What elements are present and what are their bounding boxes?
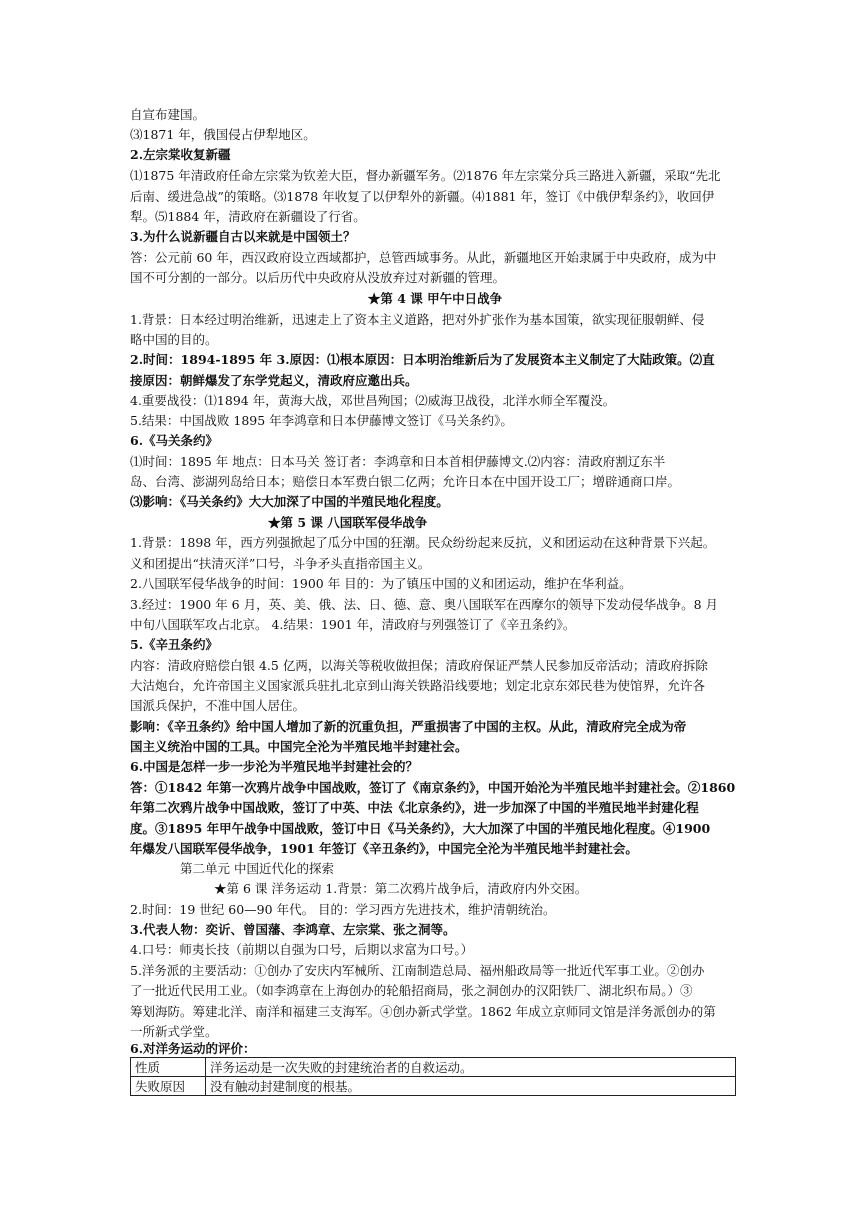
text-line: 中旬八国联军攻占北京。 4.结果：1901 年，清政府与列强签订了《辛丑条约》。 bbox=[130, 617, 576, 632]
text-line: 接原因：朝鲜爆发了东学党起义，清政府应邀出兵。 bbox=[130, 373, 418, 388]
text-line: ⑴1875 年清政府任命左宗棠为钦差大臣，督办新疆军务。⑵1876 年左宗棠分兵三路进入新疆，采取“先北 bbox=[130, 168, 721, 183]
section-heading: 5.《辛丑条约》 bbox=[130, 637, 219, 652]
text-line: 3.代表人物：奕䜣、曾国藩、李鸿章、左宗棠、张之洞等。 bbox=[130, 922, 456, 937]
text-line: 4.口号：师夷长技（前期以自强为口号，后期以求富为口号。） bbox=[130, 942, 474, 957]
text-line: 年爆发八国联军侵华战争，1901 年签订《辛丑条约》，中国完全沦为半殖民地半封建社会。 bbox=[130, 841, 638, 856]
text-line: 1.背景：1898 年，西方列强掀起了瓜分中国的狂潮。民众纷纷起来反抗，义和团运动在这种背景下兴起。 bbox=[130, 535, 716, 550]
text-line: 一所新式学堂。 bbox=[130, 1024, 218, 1039]
table-cell-value: 没有触动封建制度的根基。 bbox=[206, 1077, 736, 1096]
text-line: ⑴时间：1895 年 地点：日本马关 签订者：李鸿章和日本首相伊藤博文.⑵内容：清政府割辽东半 bbox=[130, 454, 666, 469]
text-line: 2.时间：1894-1895 年 3.原因：⑴根本原因：日本明治维新后为了发展资本主义制定了大陆政策。⑵直 bbox=[130, 352, 715, 367]
section-heading: 6.对洋务运动的评价： bbox=[130, 1041, 256, 1056]
text-line: 岛、台湾、澎湖列岛给日本；赔偿日本军费白银二亿两；允许日本在中国开设工厂；增辟通商口岸。 bbox=[130, 474, 681, 489]
text-line: 大沽炮台，允许帝国主义国家派兵驻扎北京到山海关铁路沿线要地；划定北京东郊民巷为使馆界，允许各 bbox=[130, 678, 706, 693]
text-line: 略中国的目的。 bbox=[130, 332, 218, 347]
text-line: 2.时间：19 世纪 60—90 年代。 目的：学习西方先进技术，维护清朝统治。 bbox=[130, 902, 556, 917]
unit-title: 第二单元 中国近代化的探索 bbox=[180, 861, 334, 876]
table-row bbox=[131, 1058, 736, 1077]
text-line: 国主义统治中国的工具。中国完全沦为半殖民地半封建社会。 bbox=[130, 739, 468, 754]
text-line: 3.经过：1900 年 6 月，英、美、俄、法、日、德、意、奥八国联军在西摩尔的领导下发动侵华战争。8 月 bbox=[130, 597, 719, 612]
section-heading: 3.为什么说新疆自古以来就是中国领土？ bbox=[130, 229, 356, 244]
section-heading: 2.左宗棠收复新疆 bbox=[130, 147, 231, 162]
text-line: 后南、缓进急战”的策略。⑶1878 年收复了以伊犁外的新疆。⑷1881 年，签订《中俄伊犁条约》，收回伊 bbox=[130, 189, 715, 204]
text-line: 4.重要战役：⑴1894 年，黄海大战，邓世昌殉国；⑵威海卫战役，北洋水师全军覆没。 bbox=[130, 393, 616, 408]
text-line: 5.结果：中国战败 1895 年李鸿章和日本伊藤博文签订《马关条约》。 bbox=[130, 413, 513, 428]
text-line: 1.背景：日本经过明治维新，迅速走上了资本主义道路，把对外扩张作为基本国策，欲实现征服朝鲜、侵 bbox=[130, 312, 705, 327]
text-line: 国不可分割的一部分。以后历代中央政府从没放弃过对新疆的管理。 bbox=[130, 270, 506, 285]
lesson-title: ★第 5 课 八国联军侵华战争 bbox=[268, 515, 428, 530]
text-line: 度。③1895 年甲午战争中国战败，签订中日《马关条约》，大大加深了中国的半殖民地化程度。④1900 bbox=[130, 821, 711, 836]
text-line: 自宣布建国。 bbox=[130, 107, 206, 122]
table-cell-key: 失败原因 bbox=[131, 1077, 206, 1096]
section-heading: 6.《马关条约》 bbox=[130, 433, 219, 448]
text-line: 2.八国联军侵华战争的时间：1900 年 目的：为了镇压中国的义和团运动，维护在华利益。 bbox=[130, 576, 632, 591]
text-line: ⑶1871 年，俄国侵占伊犁地区。 bbox=[130, 127, 316, 142]
text-line: 5.洋务派的主要活动：①创办了安庆内军械所、江南制造总局、福州船政局等一批近代军事工业。②创办 bbox=[130, 963, 705, 978]
lesson-title: ★第 4 课 甲午中日战争 bbox=[367, 291, 503, 306]
lesson-title: ★第 6 课 洋务运动 1.背景：第二次鸦片战争后，清政府内外交困。 bbox=[214, 881, 588, 896]
table-cell-key: 性质 bbox=[131, 1058, 206, 1077]
text-line: ⑶影响：《马关条约》大大加深了中国的半殖民地化程度。 bbox=[130, 494, 449, 509]
text-line: 答：①1842 年第一次鸦片战争中国战败，签订了《南京条约》，中国开始沦为半殖民地半封建社会。②1860 bbox=[130, 780, 736, 795]
text-line: 义和团提出“扶清灭洋”口号，斗争矛头直指帝国主义。 bbox=[130, 556, 431, 571]
text-line: 影响：《辛丑条约》给中国人增加了新的沉重负担，严重损害了中国的主权。从此，清政府完全成为帝 bbox=[130, 719, 687, 734]
text-line: 了一批近代民用工业。（如李鸿章在上海创办的轮船招商局，张之洞创办的汉阳铁厂、湖北织布局。）③ bbox=[130, 983, 693, 998]
text-line: 国派兵保护，不准中国人居住。 bbox=[130, 698, 306, 713]
text-line: 内容：清政府赔偿白银 4.5 亿两，以海关等税收做担保；清政府保证严禁人民参加反帝活动；清政府拆除 bbox=[130, 658, 708, 673]
text-line: 答：公元前 60 年，西汉政府设立西域都护，总管西域事务。从此，新疆地区开始隶属于中央政府，成为中 bbox=[130, 250, 717, 265]
section-heading: 6.中国是怎样一步一步沦为半殖民地半封建社会的？ bbox=[130, 759, 419, 774]
table-cell-value: 洋务运动是一次失败的封建统治者的自救运动。 bbox=[206, 1058, 736, 1077]
table-row bbox=[131, 1077, 736, 1096]
text-line: 年第二次鸦片战争中国战败，签订了中英、中法《北京条约》，进一步加深了中国的半殖民地半封建化程 bbox=[130, 800, 699, 815]
text-line: 筹划海防。筹建北洋、南洋和福建三支海军。④创办新式学堂。1862 年成立京师同文馆是洋务派创办的第 bbox=[130, 1004, 716, 1019]
text-line: 犁。⑸1884 年，清政府在新疆设了行省。 bbox=[130, 209, 366, 224]
evaluation-table bbox=[130, 1057, 736, 1096]
